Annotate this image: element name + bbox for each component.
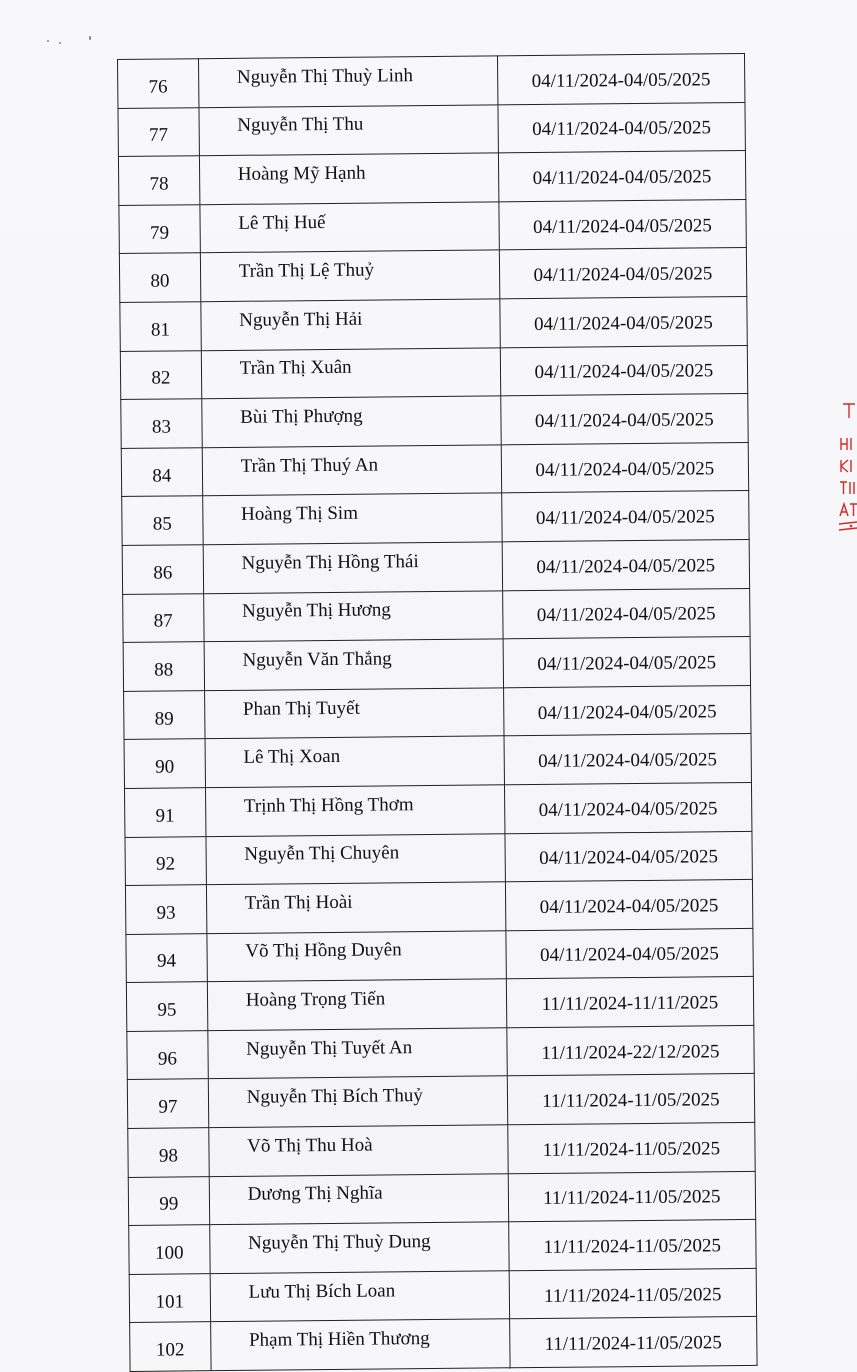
person-name: Nguyễn Thị Thu xyxy=(199,104,498,155)
red-seal-stamp-icon xyxy=(835,398,857,538)
table-row xyxy=(130,1317,757,1372)
row-number: 100 xyxy=(129,1225,210,1274)
row-number: 90 xyxy=(124,739,205,788)
table-row xyxy=(120,345,747,400)
date-range: 04/11/2024-04/05/2025 xyxy=(499,248,747,299)
person-name: Lê Thị Huế xyxy=(200,202,499,253)
date-range: 04/11/2024-04/05/2025 xyxy=(502,539,750,590)
table-row xyxy=(125,782,752,837)
row-number: 95 xyxy=(126,982,207,1031)
row-number: 94 xyxy=(126,933,207,982)
date-range: 11/11/2024-11/05/2025 xyxy=(507,1074,755,1125)
table-row xyxy=(129,1268,756,1323)
date-range: 04/11/2024-04/05/2025 xyxy=(498,151,746,202)
table-row xyxy=(126,928,753,983)
table-row xyxy=(119,248,746,303)
table-row xyxy=(122,539,749,594)
person-name: Võ Thị Thu Hoà xyxy=(208,1125,507,1176)
stamp-fragment-graphic xyxy=(835,398,857,538)
row-number: 88 xyxy=(123,642,204,691)
person-name: Trần Thị Lệ Thuỷ xyxy=(200,250,499,301)
row-number: 84 xyxy=(121,447,202,496)
person-name: Phan Thị Tuyết xyxy=(204,688,503,739)
table-row xyxy=(123,588,750,643)
row-number: 93 xyxy=(125,885,206,934)
row-number: 85 xyxy=(122,496,203,545)
person-name: Nguyễn Thị Thuỳ Dung xyxy=(209,1222,508,1273)
date-range: 04/11/2024-04/05/2025 xyxy=(504,734,752,785)
row-number: 97 xyxy=(127,1079,208,1128)
person-name: Dương Thị Nghĩa xyxy=(209,1173,508,1224)
row-number: 77 xyxy=(118,107,199,156)
row-number: 89 xyxy=(124,690,205,739)
row-number: 79 xyxy=(119,204,200,253)
date-range: 04/11/2024-04/05/2025 xyxy=(499,199,747,250)
row-number: 102 xyxy=(130,1322,211,1371)
person-name: Nguyễn Thị Hồng Thái xyxy=(203,542,502,593)
table-row xyxy=(118,53,745,108)
table-row xyxy=(123,637,750,692)
person-name: Phạm Thị Hiền Thương xyxy=(210,1319,509,1370)
table-row xyxy=(128,1122,755,1177)
person-name: Trần Thị Hoài xyxy=(206,882,505,933)
person-name: Hoàng Trọng Tiến xyxy=(207,979,506,1030)
table-row xyxy=(121,394,748,449)
table-row xyxy=(126,977,753,1032)
row-number: 86 xyxy=(122,545,203,594)
row-number: 80 xyxy=(119,253,200,302)
date-range: 11/11/2024-11/05/2025 xyxy=(508,1220,756,1271)
date-range: 04/11/2024-04/05/2025 xyxy=(505,831,753,882)
date-range: 04/11/2024-04/05/2025 xyxy=(500,296,748,347)
table-row xyxy=(124,734,751,789)
person-name: Trịnh Thị Hồng Thơm xyxy=(205,785,504,836)
row-number: 96 xyxy=(127,1031,208,1080)
date-range: 04/11/2024-04/05/2025 xyxy=(503,637,751,688)
row-number: 81 xyxy=(120,302,201,351)
date-range: 04/11/2024-04/05/2025 xyxy=(500,394,748,445)
roster-table xyxy=(117,53,758,1372)
date-range: 11/11/2024-11/05/2025 xyxy=(509,1317,757,1368)
row-number: 91 xyxy=(125,788,206,837)
table-row xyxy=(125,880,752,935)
table-row xyxy=(118,151,745,206)
date-range: 04/11/2024-04/05/2025 xyxy=(502,588,750,639)
table-row xyxy=(124,685,751,740)
table-row xyxy=(120,296,747,351)
row-number: 92 xyxy=(125,836,206,885)
table-row xyxy=(122,491,749,546)
row-number: 76 xyxy=(118,59,199,108)
person-name: Trần Thị Thuý An xyxy=(202,445,501,496)
date-range: 04/11/2024-04/05/2025 xyxy=(503,685,751,736)
table-row xyxy=(125,831,752,886)
person-name: Hoàng Thị Sim xyxy=(202,493,501,544)
roster-table-body xyxy=(118,53,758,1371)
table-row xyxy=(128,1171,755,1226)
table-row xyxy=(119,199,746,254)
person-name: Nguyễn Thị Hải xyxy=(201,299,500,350)
row-number: 101 xyxy=(129,1274,210,1323)
person-name: Nguyễn Thị Bích Thuỷ xyxy=(208,1076,507,1127)
person-name: Trần Thị Xuân xyxy=(201,347,500,398)
table-row xyxy=(129,1220,756,1275)
person-name: Lưu Thị Bích Loan xyxy=(210,1271,509,1322)
date-range: 11/11/2024-11/05/2025 xyxy=(509,1268,757,1319)
date-range: 04/11/2024-04/05/2025 xyxy=(505,880,753,931)
row-number: 82 xyxy=(120,350,201,399)
date-range: 04/11/2024-04/05/2025 xyxy=(504,782,752,833)
row-number: 83 xyxy=(121,399,202,448)
person-name: Nguyễn Văn Thắng xyxy=(204,639,503,690)
person-name: Võ Thị Hồng Duyên xyxy=(207,930,506,981)
row-number: 78 xyxy=(118,156,199,205)
person-name: Nguyễn Thị Tuyết An xyxy=(208,1028,507,1079)
date-range: 11/11/2024-22/12/2025 xyxy=(507,1025,755,1076)
date-range: 04/11/2024-04/05/2025 xyxy=(506,928,754,979)
date-range: 11/11/2024-11/11/2025 xyxy=(506,977,754,1028)
row-number: 99 xyxy=(128,1176,209,1225)
date-range: 11/11/2024-11/05/2025 xyxy=(507,1122,755,1173)
row-number: 87 xyxy=(123,593,204,642)
person-name: Nguyễn Thị Chuyên xyxy=(206,833,505,884)
date-range: 11/11/2024-11/05/2025 xyxy=(508,1171,756,1222)
date-range: 04/11/2024-04/05/2025 xyxy=(497,53,745,104)
table-row xyxy=(121,442,748,497)
person-name: Hoàng Mỹ Hạnh xyxy=(199,153,498,204)
table-row xyxy=(118,102,745,157)
person-name: Bùi Thị Phượng xyxy=(202,396,501,447)
row-number: 98 xyxy=(128,1128,209,1177)
date-range: 04/11/2024-04/05/2025 xyxy=(498,102,746,153)
person-name: Lê Thị Xoan xyxy=(205,736,504,787)
date-range: 04/11/2024-04/05/2025 xyxy=(500,345,748,396)
date-range: 04/11/2024-04/05/2025 xyxy=(501,491,749,542)
person-name: Nguyễn Thị Hương xyxy=(203,590,502,641)
date-range: 04/11/2024-04/05/2025 xyxy=(501,442,749,493)
table-row xyxy=(127,1074,754,1129)
scan-artifact-marks xyxy=(45,32,95,46)
person-name: Nguyễn Thị Thuỳ Linh xyxy=(198,56,497,107)
table-row xyxy=(127,1025,754,1080)
